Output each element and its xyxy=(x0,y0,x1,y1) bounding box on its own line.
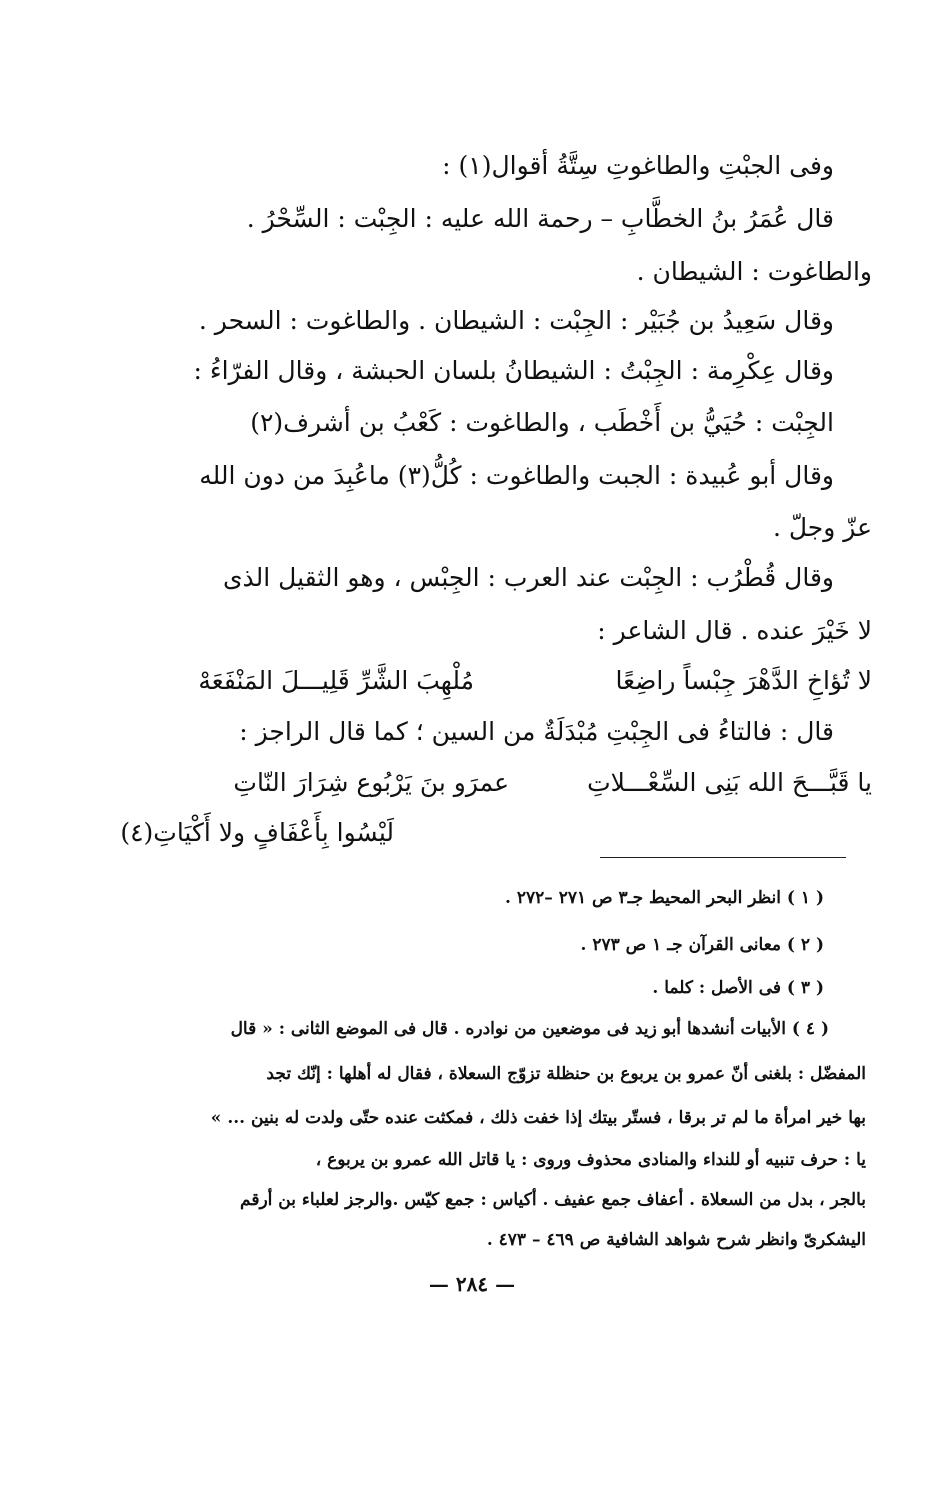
text-line-after-verse: قال : فالتاءُ فى الجِبْتِ مُبْدَلَةٌ من السين ؛ كما قال الراجز : xyxy=(239,717,834,746)
footnote-4-line-1: ( ٤ ) الأبيات أنشدها أبو زيد فى موضعين من نوادره . قال فى الموضع الثانى : « قال xyxy=(230,1019,829,1039)
footnote-4-line-5: بالجر ، بدل من السعلاة . أعفاف جمع عفيف . أكياس : جمع كيّس .والرجز لعلباء بن أرقم xyxy=(240,1190,866,1210)
text-line-5: وقال عِكْرِمة : الجِبْتُ : الشيطانُ بلسان الحبشة ، وقال الفرّاءُ : xyxy=(193,356,834,385)
verse-2-second-hemistich: عمرَو بنَ يَرْبُوع شِرَارَ النّاتِ xyxy=(233,768,509,797)
footnote-4-line-4: يا : حرف تنبيه أو للنداء والمنادى محذوف وروى : يا قاتل الله عمرو بن يربوع ، xyxy=(315,1150,866,1170)
verse-1-second-hemistich: مُلْهِبَ الشَّرِّ قَلِيـــلَ المَنْفَعَهْ xyxy=(198,666,474,695)
footnote-4-line-3: بها خير امرأة ما لم تر برقا ، فستّر بيتك إذا خفت ذلك ، فمكثت عنده حتّى ولدت له بنين ... » xyxy=(210,1108,866,1128)
footnote-2: ( ٢ ) معانى القرآن جـ ١ ص ٢٧٣ . xyxy=(580,935,824,955)
verse-2-first-hemistich: يا قَبَّـــحَ الله بَنِى السِّعْـــلاتِ xyxy=(587,768,872,797)
text-line-6: الجِبْت : حُيَيُّ بن أَخْطَب ، والطاغوت : كَعْبُ بن أشرف(٢) xyxy=(250,408,834,437)
text-line-7: وقال أبو عُبيدة : الجبت والطاغوت : كُلُّ(٣) ماعُبِدَ من دون الله xyxy=(199,461,834,490)
text-line-3: والطاغوت : الشيطان . xyxy=(636,257,872,286)
text-line-10: لا خَيْرَ عنده . قال الشاعر : xyxy=(597,616,872,645)
text-line-8: عزّ وجلّ . xyxy=(772,513,872,542)
text-line-1: وفى الجبْتِ والطاغوتِ سِتَّةُ أقوال(١) : xyxy=(442,151,834,180)
footnote-3: ( ٣ ) فى الأصل : كلما . xyxy=(652,978,824,998)
verse-2-third-line: لَيْسُوا بِأَعْفَافٍ ولا أَكْيَاتِ(٤) xyxy=(120,818,394,847)
verse-1-first-hemistich: لا تُؤاخِ الدَّهْرَ جِبْساً راضِعًا xyxy=(615,666,872,695)
footnote-divider xyxy=(600,857,846,858)
text-line-4: وقال سَعِيدُ بن جُبَيْر : الجِبْت : الشيطان . والطاغوت : السحر . xyxy=(198,306,834,335)
footnote-4-line-2: المفضّل : بلغنى أنّ عمرو بن يربوع بن حنظلة تزوّج السعلاة ، فقال له أهلها : إنّك تجد xyxy=(266,1064,866,1084)
footnote-4-line-6: اليشكرىّ وانظر شرح شواهد الشافية ص ٤٦٩ – ٤٧٣ . xyxy=(486,1230,866,1250)
page-number: — ٢٨٤ — xyxy=(428,1272,516,1296)
footnote-1: ( ١ ) انظر البحر المحيط جـ٣ ص ٢٧١ –٢٧٢ . xyxy=(505,888,824,908)
text-line-2: قال عُمَرُ بنُ الخطَّابِ – رحمة الله عليه : الجِبْت : السِّحْرُ . xyxy=(246,204,834,233)
text-line-9: وقال قُطْرُب : الجِبْت عند العرب : الجِبْس ، وهو الثقيل الذى xyxy=(222,563,834,592)
